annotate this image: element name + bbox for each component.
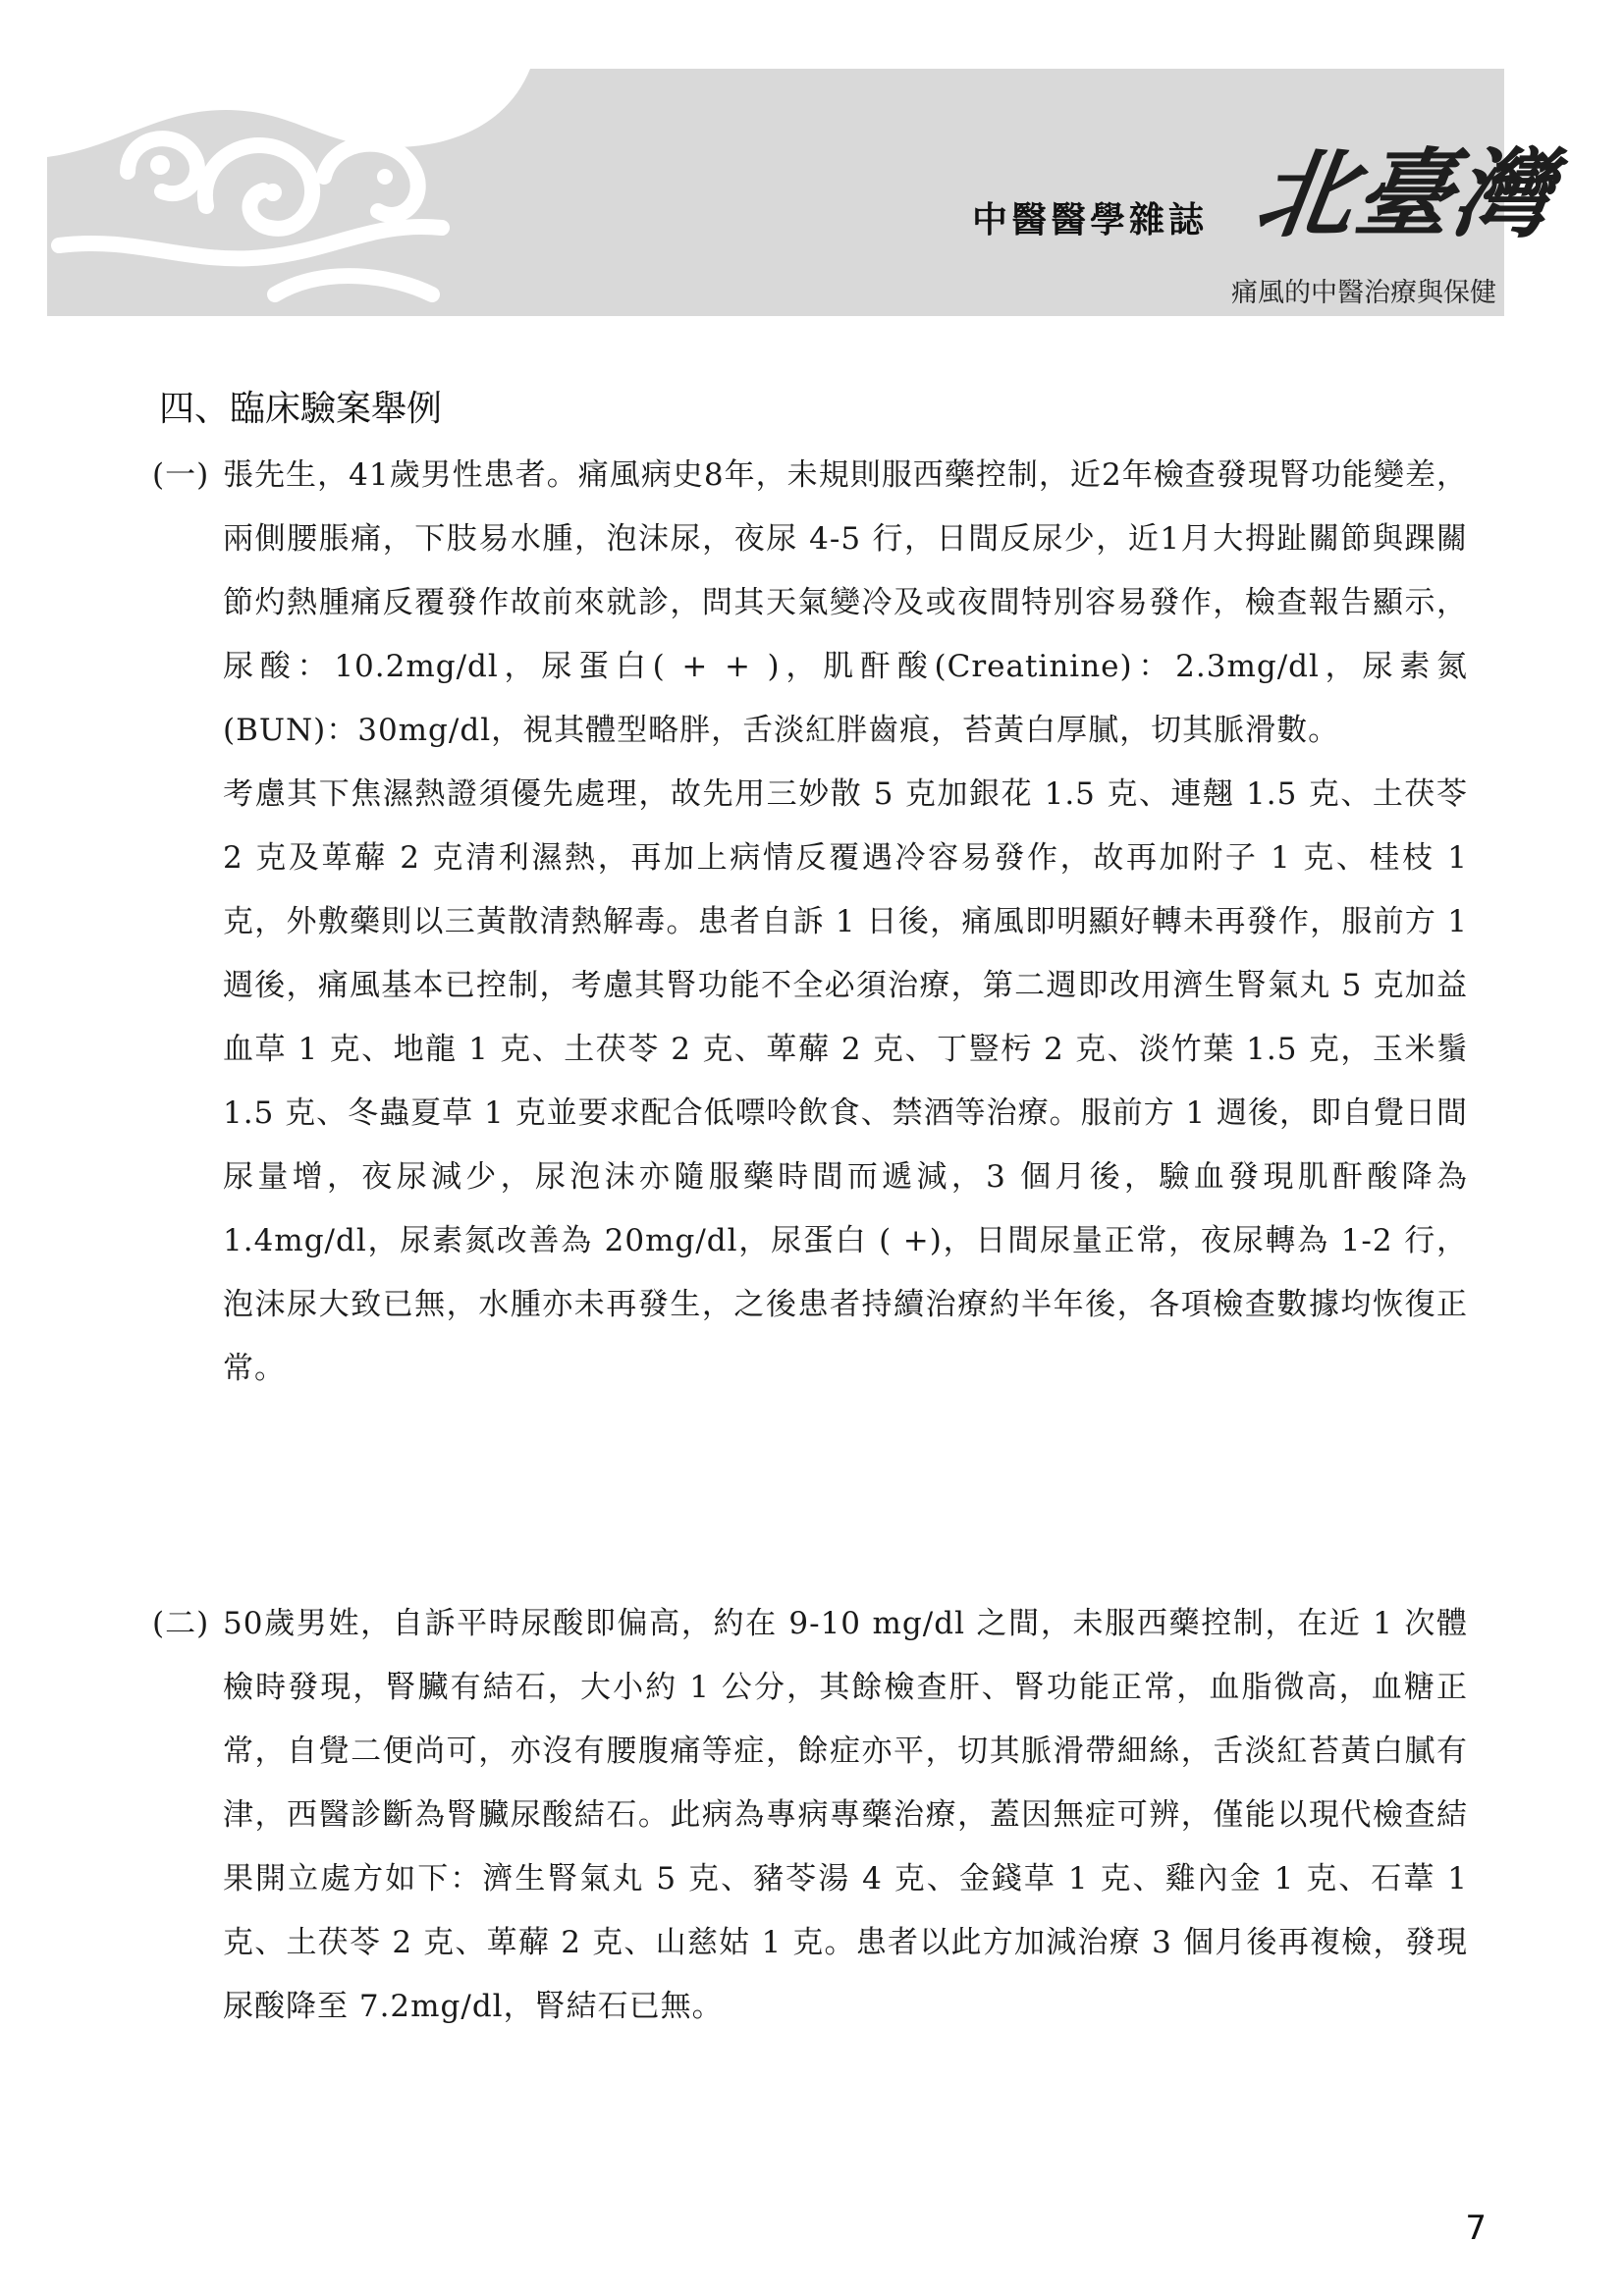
- journal-name: 中醫醫學雜誌: [972, 200, 1209, 240]
- case-paragraph: 50歲男姓，自訴平時尿酸即偏高，約在 9-10 mg/dl 之間，未服西藥控制，在近 1 次體檢時發現，腎臟有結石，大小約 1 公分，其餘檢查肝、腎功能正常，血脂微高，血糖正常，自覺二便尚可，亦沒有腰腹痛等症，餘症亦平，切其脈滑帶細絲，舌淡紅苔黃白膩有津，西醫診斷為腎臟尿酸結石。此病為專病專藥治療，蓋因無症可辨，僅能以現代檢查結果開立處方如下：濟生腎氣丸 5 克、豬苓湯 4 克、金錢草 1 克、雞內金 1 克、石葦 1 克、土茯苓 2 克、萆薢 2 克、山慈姑 1 克。患者以此方加減治療 3 個月後再複檢，發現尿酸降至 7.2mg/dl，腎結石已無。: [223, 1606, 1468, 2024]
- case-marker: (一): [152, 457, 210, 493]
- section-heading: 四、臨床驗案舉例: [159, 389, 443, 429]
- case-paragraph: 張先生，41歲男性患者。痛風病史8年，未規則服西藥控制，近2年檢查發現腎功能變差，兩側腰脹痛，下肢易水腫，泡沫尿，夜尿 4-5 行，日間反尿少，近1月大拇趾關節與踝關節灼熱腫痛反覆發作故前來就診，問其天氣變冷及或夜間特別容易發作，檢查報告顯示，尿酸：10.2mg/dl，尿蛋白( + + )，肌酐酸(Creatinine)：2.3mg/dl，尿素氮 (BUN)：30mg/dl，視其體型略胖，舌淡紅胖齒痕，苔黃白厚膩，切其脈滑數。: [223, 457, 1468, 748]
- page-number: 7: [1465, 2209, 1487, 2248]
- case-paragraph: 考慮其下焦濕熱證須優先處理，故先用三妙散 5 克加銀花 1.5 克、連翹 1.5 克、土茯苓 2 克及萆薢 2 克清利濕熱，再加上病情反覆遇冷容易發作，故再加附子 1 克、桂枝 1 克，外敷藥則以三黃散清熱解毒。患者自訴 1 日後，痛風即明顯好轉未再發作，服前方 1 週後，痛風基本已控制，考慮其腎功能不全必須治療，第二週即改用濟生腎氣丸 5 克加益血草 1 克、地龍 1 克、土茯苓 2 克、萆薢 2 克、丁豎杇 2 克、淡竹葉 1.5 克，玉米鬚 1.5 克、冬蟲夏草 1 克並要求配合低嘌呤飲食、禁酒等治療。服前方 1 週後，即自覺日間尿量增，夜尿減少，尿泡沫亦隨服藥時間而遞減，3 個月後，驗血發現肌酐酸降為 1.4mg/dl，尿素氮改善為 20mg/dl，尿蛋白 ( +)，日間尿量正常，夜尿轉為 1-2 行，泡沫尿大致已無，水腫亦未再發生，之後患者持續治療約半年後，各項檢查數據均恢復正常。: [223, 776, 1469, 1386]
- case-entry-1: [152, 444, 1468, 1401]
- header-banner: [0, 0, 1624, 334]
- journal-brand-calligraphy: 北臺灣: [1249, 138, 1560, 251]
- case-marker: (二): [152, 1606, 210, 1641]
- running-article-title: 痛風的中醫治療與保健: [1231, 278, 1496, 308]
- case-entry-2: [152, 1592, 1468, 2039]
